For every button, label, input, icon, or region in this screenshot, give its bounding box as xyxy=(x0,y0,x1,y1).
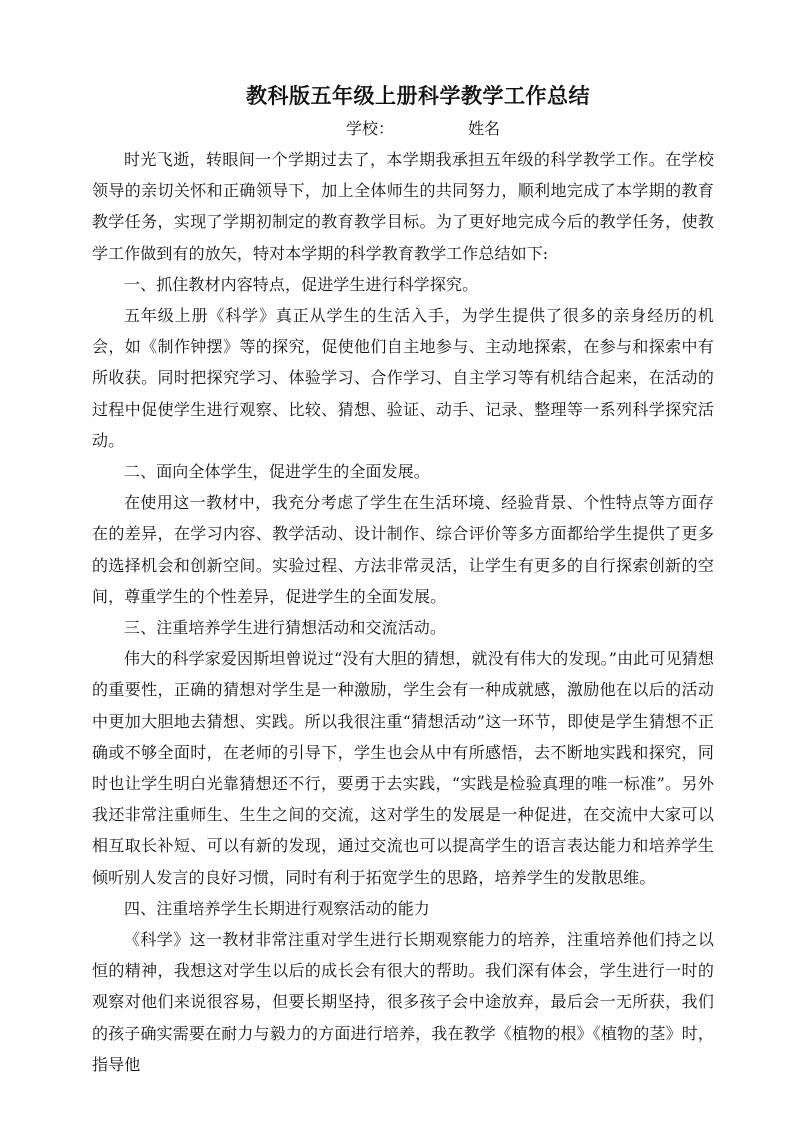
body-paragraph: 五年级上册《科学》真正从学生的生活入手，为学生提供了很多的亲身经历的机会，如《制作钟摆》等的探究，促使他们自主地参与、主动地探索，在参与和探索中有所收获。同时把探究学习、体验学习、合作学习、自主学习等有机结合起来，在活动的过程中促使学生进行观察、比较、猜想、验证、动手、记录、整理等一系列科学探究活动。 xyxy=(92,306,714,450)
name-label: 姓名 xyxy=(468,119,501,138)
section-heading-2: 二、面向全体学生，促进学生的全面发展。 xyxy=(124,462,430,482)
intro-paragraph: 时光飞逝，转眼间一个学期过去了，本学期我承担五年级的科学教学工作。在学校领导的亲切关怀和正确领导下，加上全体师生的共同努力，顺利地完成了本学期的教育教学任务，实现了学期初制定的教育教学目标。为了更好地完成今后的教学任务，使教学工作做到有的放矢，特对本学期的科学教育教学工作总结如下: xyxy=(92,150,714,263)
school-label: 学校： xyxy=(346,119,395,138)
body-paragraph: 《科学》这一教材非常注重对学生进行长期观察能力的培养，注重培养他们持之以恒的精神，我想这对学生以后的成长会有很大的帮助。我们深有体会，学生进行一时的观察对他们来说很容易，但要长期坚持，很多孩子会中途放弃，最后会一无所获，我们的孩子确实需要在耐力与毅力的方面进行培养，我在教学《植物的根》《植物的茎》时，指导他 xyxy=(92,930,714,1074)
author-line xyxy=(92,114,714,144)
document-title: 教科版五年级上册科学教学工作总结 xyxy=(246,84,590,108)
body-paragraph: 在使用这一教材中，我充分考虑了学生在生活环境、经验背景、个性特点等方面存在的差异，在学习内容、教学活动、设计制作、综合评价等多方面都给学生提供了更多的选择机会和创新空间。实验过程、方法非常灵活，让学生有更多的自行探索创新的空间，尊重学生的个性差异，促进学生的全面发展。 xyxy=(92,493,714,606)
section-heading-3: 三、注重培养学生进行猜想活动和交流活动。 xyxy=(124,618,447,638)
document-page xyxy=(92,78,714,1080)
body-paragraph: 伟大的科学家爱因斯坦曾说过“没有大胆的猜想，就没有伟大的发现。”由此可见猜想的重要性，正确的猜想对学生是一种激励，学生会有一种成就感，激励他在以后的活动中更加大胆地去猜想、实践。所以我很注重“猜想活动”这一环节，即使是学生猜想不正确或不够全面时，在老师的引导下，学生也会从中有所感悟，去不断地实践和探究，同时也让学生明白光靠猜想还不行，要勇于去实践，“实践是检验真理的唯一标准”。另外我还非常注重师生、生生之间的交流，这对学生的发展是一种促进，在交流中大家可以相互取长补短、可以有新的发现，通过交流也可以提高学生的语言表达能力和培养学生倾听别人发言的良好习惯，同时有利于拓宽学生的思路，培养学生的发散思维。 xyxy=(92,649,714,887)
section-heading-4: 四、注重培养学生长期进行观察活动的能力 xyxy=(124,898,430,918)
section-heading-1: 一、抓住教材内容特点，促进学生进行科学探究。 xyxy=(124,274,479,294)
